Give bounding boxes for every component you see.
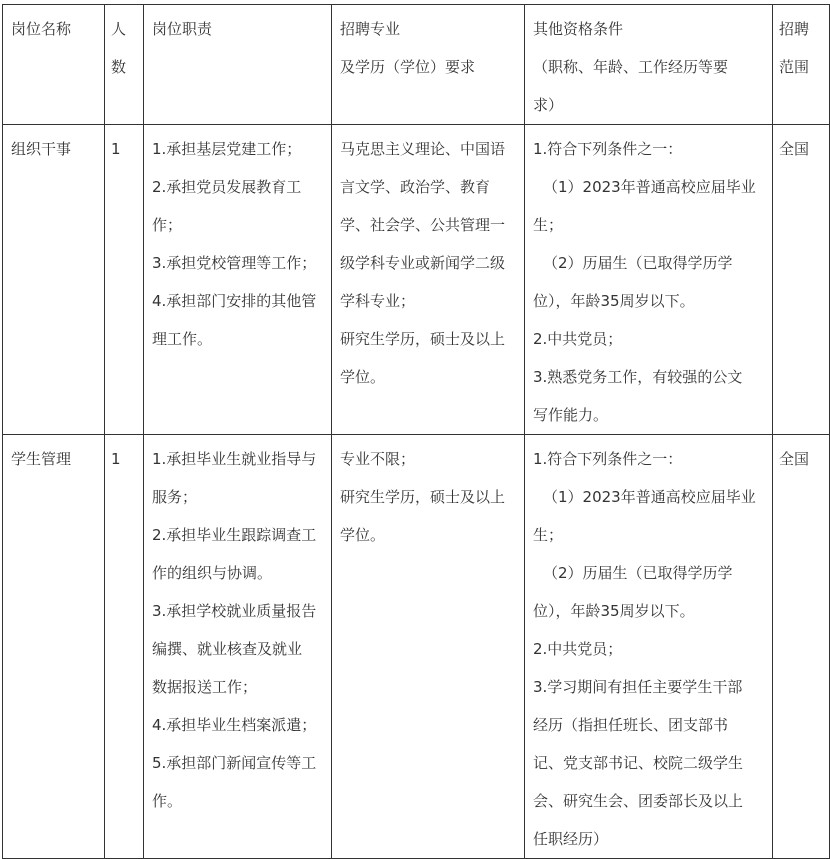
other-line: 经历（指担任班长、团支部书 <box>533 716 729 734</box>
other-line: 生； <box>533 526 564 544</box>
count-text: 1 <box>111 450 121 468</box>
recruitment-table <box>2 4 830 859</box>
table-header-row <box>3 5 830 125</box>
duty-line: 5.承担部门新闻宣传等工 <box>152 754 317 772</box>
count-text: 1 <box>111 140 121 158</box>
duty-line: 2.承担党员发展教育工 <box>152 178 302 196</box>
cell-position <box>3 125 105 435</box>
duty-line: 1.承担基层党建工作； <box>152 140 302 158</box>
other-line: 生； <box>533 216 564 234</box>
header-other <box>525 5 773 125</box>
scope-text: 全国 <box>779 140 810 158</box>
other-line: （2）历届生（已取得学历学 <box>543 254 733 272</box>
header-position <box>3 5 105 125</box>
header-count <box>105 5 144 125</box>
other-line: 3.学习期间有担任主要学生干部 <box>533 678 743 696</box>
header-position-text: 岗位名称 <box>11 20 72 38</box>
header-other-line: （职称、年龄、工作经历等要 <box>533 58 729 76</box>
table-row <box>3 125 830 435</box>
other-line: 2.中共党员； <box>533 640 623 658</box>
cell-major <box>332 435 525 859</box>
header-duties-text: 岗位职责 <box>152 20 213 38</box>
other-line: 1.符合下列条件之一： <box>533 450 683 468</box>
header-major <box>332 5 525 125</box>
duty-line: 服务； <box>152 488 198 506</box>
other-line: 写作能力。 <box>533 406 609 424</box>
cell-other <box>525 125 773 435</box>
cell-major <box>332 125 525 435</box>
header-other-line: 其他资格条件 <box>533 20 624 38</box>
duty-line: 作的组织与协调。 <box>152 564 273 582</box>
duty-line: 数据报送工作； <box>152 678 258 696</box>
header-other-line: 求） <box>533 96 564 114</box>
major-line: 言文学、政治学、教育 <box>340 178 491 196</box>
cell-duties <box>144 435 332 859</box>
other-line: 记、党支部书记、校院二级学生 <box>533 754 744 772</box>
major-line: 专业不限； <box>340 450 416 468</box>
major-line: 学、社会学、公共管理一 <box>340 216 506 234</box>
other-line: 任职经历） <box>533 830 609 848</box>
major-line: 马克思主义理论、中国语 <box>340 140 506 158</box>
duty-line: 编撰、就业核查及就业 <box>152 640 303 658</box>
other-line: 会、研究生会、团委部长及以上 <box>533 792 744 810</box>
other-line: 3.熟悉党务工作，有较强的公文 <box>533 368 743 386</box>
duty-line: 3.承担党校管理等工作； <box>152 254 317 272</box>
cell-scope <box>773 125 830 435</box>
major-line: 学位。 <box>340 368 386 386</box>
major-line: 学科专业； <box>340 292 416 310</box>
cell-count <box>105 435 144 859</box>
major-line: 学位。 <box>340 526 386 544</box>
other-line: 位），年龄35周岁以下。 <box>533 602 695 620</box>
header-count-line: 数 <box>111 58 127 76</box>
other-line: （1）2023年普通高校应届毕业 <box>543 488 756 506</box>
other-line: （1）2023年普通高校应届毕业 <box>543 178 756 196</box>
duty-line: 3.承担学校就业质量报告 <box>152 602 317 620</box>
cell-position <box>3 435 105 859</box>
header-scope-line: 范围 <box>779 58 810 76</box>
cell-other <box>525 435 773 859</box>
duty-line: 2.承担毕业生跟踪调查工 <box>152 526 317 544</box>
header-scope-line: 招聘 <box>779 20 810 38</box>
header-count-line: 人 <box>111 20 127 38</box>
duty-line: 作。 <box>152 792 183 810</box>
position-text: 学生管理 <box>11 450 72 468</box>
other-line: 位），年龄35周岁以下。 <box>533 292 695 310</box>
other-line: 1.符合下列条件之一： <box>533 140 683 158</box>
duty-line: 理工作。 <box>152 330 213 348</box>
cell-count <box>105 125 144 435</box>
major-line: 研究生学历，硕士及以上 <box>340 488 506 506</box>
header-scope <box>773 5 830 125</box>
duty-line: 4.承担毕业生档案派遣； <box>152 716 317 734</box>
major-line: 研究生学历，硕士及以上 <box>340 330 506 348</box>
header-major-line: 招聘专业 <box>340 20 401 38</box>
major-line: 级学科专业或新闻学二级 <box>340 254 506 272</box>
duty-line: 4.承担部门安排的其他管 <box>152 292 317 310</box>
other-line: 2.中共党员； <box>533 330 623 348</box>
scope-text: 全国 <box>779 450 810 468</box>
cell-duties <box>144 125 332 435</box>
table-row <box>3 435 830 859</box>
position-text: 组织干事 <box>11 140 72 158</box>
duty-line: 1.承担毕业生就业指导与 <box>152 450 317 468</box>
cell-scope <box>773 435 830 859</box>
header-duties <box>144 5 332 125</box>
other-line: （2）历届生（已取得学历学 <box>543 564 733 582</box>
header-major-line: 及学历（学位）要求 <box>340 58 476 76</box>
duty-line: 作； <box>152 216 183 234</box>
